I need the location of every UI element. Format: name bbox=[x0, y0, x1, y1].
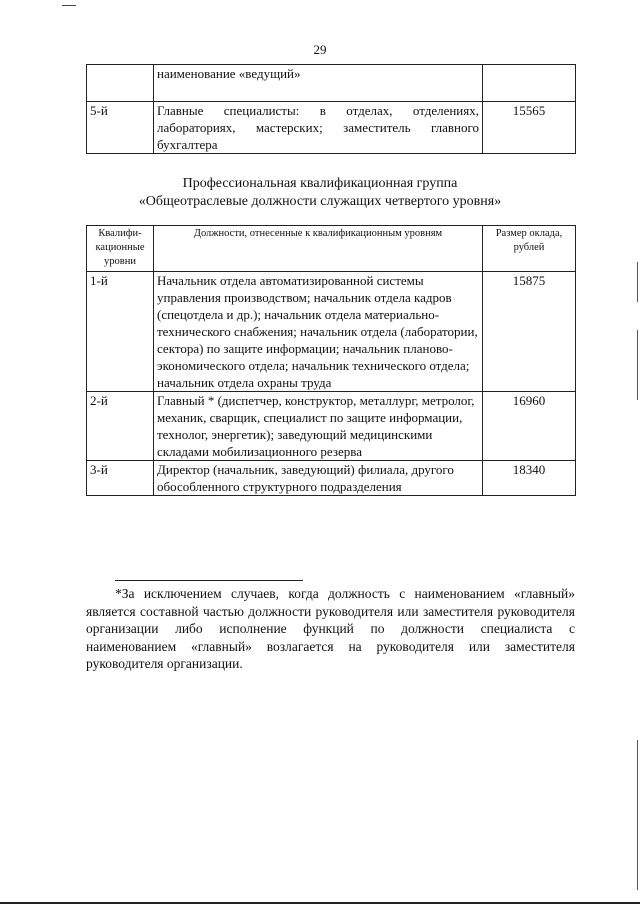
group-title-line-1: Профессиональная квалификационная группа bbox=[182, 176, 458, 191]
header-positions: Должности, отнесенные к квалификационным уровням bbox=[154, 226, 483, 272]
page-number: 29 bbox=[313, 42, 327, 57]
table-header-row bbox=[87, 226, 576, 272]
level-cell bbox=[87, 65, 154, 102]
level-cell: 5-й bbox=[87, 102, 154, 154]
scan-artifact-mark bbox=[62, 5, 76, 6]
group-title-line-2: «Общеотраслевые должности служащих четвертого уровня» bbox=[138, 194, 502, 209]
positions-cell: Начальник отдела автоматизированной системы управления производством; начальник отдела кадров (спецотдела и др.); начальник отдела материально-технического снабжения; начальник отдела (лаборатории, сектора) по защите информации; начальник планово-экономического отдела; начальник технического отдела; начальник отдела охраны труда bbox=[154, 272, 483, 392]
salary-table-continued bbox=[86, 64, 576, 154]
positions-cell: наименование «ведущий» bbox=[154, 65, 483, 102]
footnote-separator bbox=[115, 580, 303, 581]
scan-bottom-edge bbox=[0, 902, 640, 904]
table-row bbox=[87, 65, 576, 102]
salary-table-fourth-level bbox=[86, 225, 576, 496]
positions-cell: Главный * (диспетчер, конструктор, металлург, метролог, механик, сварщик, специалист по защите информации, технолог, энергетик); заведующий медицинскими складами мобилизационного резерва bbox=[154, 392, 483, 461]
salary-cell: 15565 bbox=[483, 102, 576, 154]
salary-cell: 15875 bbox=[483, 272, 576, 392]
salary-cell: 18340 bbox=[483, 461, 576, 496]
scan-edge-mark bbox=[637, 740, 638, 890]
scan-edge-mark bbox=[637, 262, 638, 302]
table-row bbox=[87, 461, 576, 496]
level-cell: 2-й bbox=[87, 392, 154, 461]
header-level: Квалифи-кационные уровни bbox=[87, 226, 154, 272]
scan-edge-mark bbox=[637, 330, 638, 400]
level-cell: 1-й bbox=[87, 272, 154, 392]
header-salary: Размер оклада, рублей bbox=[483, 226, 576, 272]
footnote-text: *За исключением случаев, когда должность с наименованием «главный» является составной частью должности руководителя или заместителя руководителя организации либо исполнение функций по должности специалиста с наименованием «главный» возлагается на руководителя или заместителя руководителя организации. bbox=[86, 586, 575, 671]
salary-cell: 16960 bbox=[483, 392, 576, 461]
table-row bbox=[87, 102, 576, 154]
positions-cell: Директор (начальник, заведующий) филиала, другого обособленного структурного подразделения bbox=[154, 461, 483, 496]
positions-cell: Главные специалисты: в отделах, отделениях, лабораториях, мастерских; заместитель главного бухгалтера bbox=[154, 102, 483, 154]
level-cell: 3-й bbox=[87, 461, 154, 496]
table-row bbox=[87, 272, 576, 392]
table-row bbox=[87, 392, 576, 461]
qualification-group-title bbox=[0, 175, 640, 211]
salary-cell bbox=[483, 65, 576, 102]
